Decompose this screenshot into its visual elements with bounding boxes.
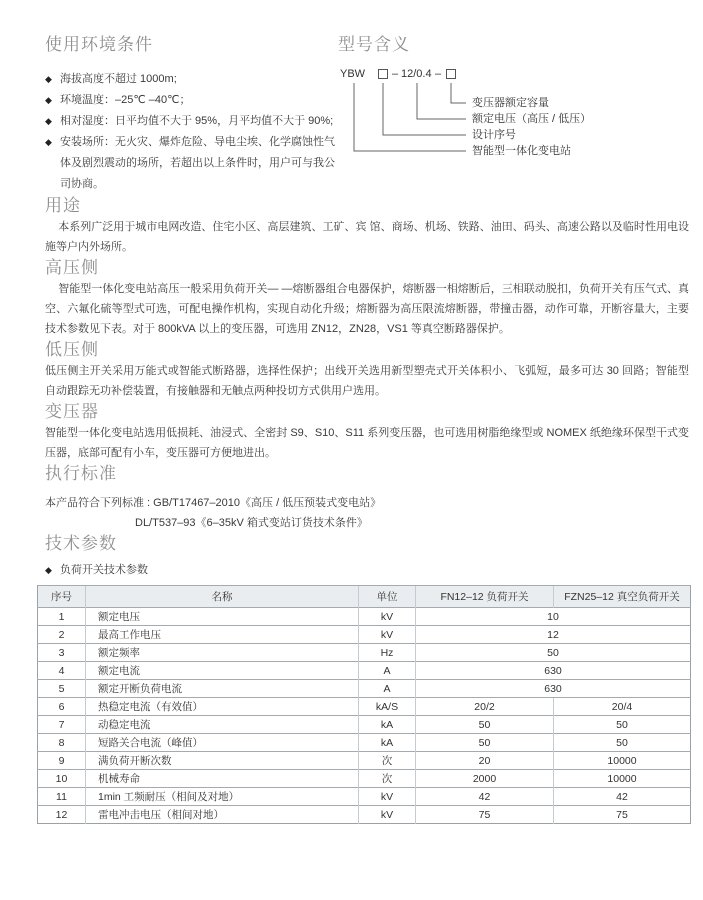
table-cell: 42 [416, 788, 554, 806]
table-cell: 10 [416, 608, 691, 626]
table-cell: 630 [416, 680, 691, 698]
table-row [38, 716, 691, 734]
list-item-text: 环境温度：–25℃ –40℃； [60, 94, 191, 106]
lv-side-title: 低压侧 [45, 340, 99, 359]
table-cell: 满负荷开断次数 [86, 752, 359, 770]
model-label-design-no: 设计序号 [472, 129, 516, 141]
table-cell: 额定频率 [86, 644, 359, 662]
table-cell: 50 [554, 734, 691, 752]
table-cell: 42 [554, 788, 691, 806]
table-row [38, 752, 691, 770]
table-cell: 5 [38, 680, 86, 698]
table-cell: 20/4 [554, 698, 691, 716]
table-cell: 50 [416, 644, 691, 662]
table-cell: 额定电流 [86, 662, 359, 680]
table-row [38, 788, 691, 806]
tech-params-subtitle-row [45, 561, 703, 579]
table-cell: 2 [38, 626, 86, 644]
column-header: FZN25–12 真空负荷开关 [554, 586, 691, 608]
table-cell: 短路关合电流（峰值） [86, 734, 359, 752]
list-item-text: 安装场所：无火灾、爆炸危险、导电尘埃、化学腐蚀性气体及剧烈震动的场所，若超出以上条件时，用户可与我公司协商。 [60, 136, 335, 190]
table-cell: 6 [38, 698, 86, 716]
column-header: FN12–12 负荷开关 [416, 586, 554, 608]
table-row [38, 680, 691, 698]
transformer-title: 变压器 [45, 402, 99, 421]
table-cell: kA [359, 734, 416, 752]
table-row [38, 770, 691, 788]
table-cell: 最高工作电压 [86, 626, 359, 644]
table-cell: 机械寿命 [86, 770, 359, 788]
diamond-bullet-icon: ◆ [45, 116, 52, 126]
table-cell: 1min 工频耐压（相间及对地） [86, 788, 359, 806]
table-cell: 50 [554, 716, 691, 734]
model-code-diagram [338, 66, 653, 160]
list-item [45, 90, 338, 111]
environment-conditions-title: 使用环境条件 [45, 35, 153, 54]
table-cell: 12 [416, 626, 691, 644]
list-item [45, 132, 338, 195]
tech-params-title: 技术参数 [45, 534, 117, 553]
model-label-capacity: 变压器额定容量 [472, 97, 549, 109]
hv-side-section [0, 257, 703, 339]
table-cell: 10 [38, 770, 86, 788]
table-cell: 20/2 [416, 698, 554, 716]
tech-params-section [0, 533, 703, 824]
table-cell: Hz [359, 644, 416, 662]
load-switch-params-table [37, 585, 691, 824]
table-cell: kV [359, 626, 416, 644]
diamond-bullet-icon: ◆ [45, 565, 52, 575]
diamond-bullet-icon: ◆ [45, 74, 52, 84]
model-meaning-title: 型号含义 [338, 35, 410, 54]
table-cell: 3 [38, 644, 86, 662]
hv-side-title: 高压侧 [45, 258, 99, 277]
standards-line: 本产品符合下列标准 : GB/T17467–2010《高压 / 低压预装式变电站》 [45, 497, 382, 509]
table-cell: A [359, 662, 416, 680]
table-cell: 1 [38, 608, 86, 626]
table-cell: kV [359, 608, 416, 626]
table-cell: 次 [359, 752, 416, 770]
table-cell: 20 [416, 752, 554, 770]
table-cell: 10000 [554, 770, 691, 788]
model-code-prefix: YBW [340, 68, 366, 80]
hv-side-text: 智能型一体化变电站高压一般采用负荷开关— —熔断器组合电器保护，熔断器一相熔断后，三相联动脱扣，负荷开关有压气式、真空、六氟化硫等型式可选，可配电操作机构，实现自动化升级；熔断器为高压限流熔断器，带撞击器，动作可靠，开断容量大，主要技术参数见下表。对于 800kVA 以上的变压器，可选用 ZN12，ZN28，VS1 等真空断路器保护。 [45, 283, 689, 335]
model-meaning-section [338, 34, 653, 195]
usage-section [0, 195, 703, 257]
table-cell: 额定开断负荷电流 [86, 680, 359, 698]
table-cell: 7 [38, 716, 86, 734]
list-item-text: 海拔高度不超过 1000m; [60, 73, 177, 85]
environment-conditions-section [0, 34, 338, 195]
list-item-text: 相对湿度：日平均值不大于 95%，月平均值不大于 90%; [60, 115, 334, 127]
table-cell: 热稳定电流（有效值） [86, 698, 359, 716]
table-cell: 50 [416, 734, 554, 752]
table-cell: 次 [359, 770, 416, 788]
table-cell: 50 [416, 716, 554, 734]
model-code-dash: – [435, 68, 442, 80]
table-cell: kA/S [359, 698, 416, 716]
transformer-text: 智能型一体化变电站选用低损耗、油浸式、全密封 S9、S10、S11 系列变压器，也可选用树脂绝缘型或 NOMEX 纸绝缘环保型干式变压器，底部可配有小车，变压器可方便地进出。 [45, 427, 689, 459]
table-cell: 4 [38, 662, 86, 680]
table-row [38, 644, 691, 662]
table-cell: 75 [416, 806, 554, 824]
table-cell: kV [359, 788, 416, 806]
table-row [38, 626, 691, 644]
table-cell: 2000 [416, 770, 554, 788]
table-header-row [38, 586, 691, 608]
table-cell: 8 [38, 734, 86, 752]
lv-side-text: 低压侧主开关采用万能式或智能式断路器，选择性保护；出线开关选用新型塑壳式开关体积小、飞弧短，最多可达 30 回路；智能型自动跟踪无功补偿装置，有接触器和无触点两种投切方式供用户选用。 [45, 365, 689, 397]
list-item [45, 69, 338, 90]
table-cell: 雷电冲击电压（相间对地） [86, 806, 359, 824]
standards-title: 执行标准 [45, 464, 117, 483]
table-row [38, 608, 691, 626]
top-area [0, 0, 703, 195]
model-label-voltage: 额定电压（高压 / 低压） [472, 113, 592, 125]
usage-title: 用途 [45, 196, 81, 215]
standards-section [0, 463, 703, 533]
table-row [38, 806, 691, 824]
column-header: 名称 [86, 586, 359, 608]
column-header: 序号 [38, 586, 86, 608]
table-cell: 额定电压 [86, 608, 359, 626]
model-code-voltage: 12/0.4 [401, 68, 432, 80]
table-cell: 10000 [554, 752, 691, 770]
environment-conditions-list [45, 69, 338, 195]
table-cell: 12 [38, 806, 86, 824]
list-item [45, 111, 338, 132]
table-row [38, 734, 691, 752]
table-cell: 动稳定电流 [86, 716, 359, 734]
table-row [38, 698, 691, 716]
table-row [38, 662, 691, 680]
lv-side-section [0, 339, 703, 401]
table-cell: A [359, 680, 416, 698]
usage-text: 本系列广泛用于城市电网改造、住宅小区、高层建筑、工矿、宾 馆、商场、机场、铁路、油田、码头、高速公路以及临时性用电设施等户内外场所。 [45, 221, 689, 253]
params-table-body [38, 608, 691, 824]
table-cell: kA [359, 716, 416, 734]
diamond-bullet-icon: ◆ [45, 95, 52, 105]
model-code-box-icon [378, 69, 388, 79]
tech-params-subtitle: 负荷开关技术参数 [60, 564, 148, 576]
standards-lines [45, 493, 689, 533]
model-code-dash: – [392, 68, 399, 80]
table-cell: 75 [554, 806, 691, 824]
table-cell: 11 [38, 788, 86, 806]
transformer-section [0, 401, 703, 463]
column-header: 单位 [359, 586, 416, 608]
standards-line: DL/T537–93《6–35kV 箱式变站订货技术条件》 [135, 517, 368, 529]
table-cell: 630 [416, 662, 691, 680]
model-label-station: 智能型一体化变电站 [472, 145, 571, 157]
diamond-bullet-icon: ◆ [45, 137, 52, 147]
model-code-box-icon [446, 69, 456, 79]
table-cell: kV [359, 806, 416, 824]
table-cell: 9 [38, 752, 86, 770]
